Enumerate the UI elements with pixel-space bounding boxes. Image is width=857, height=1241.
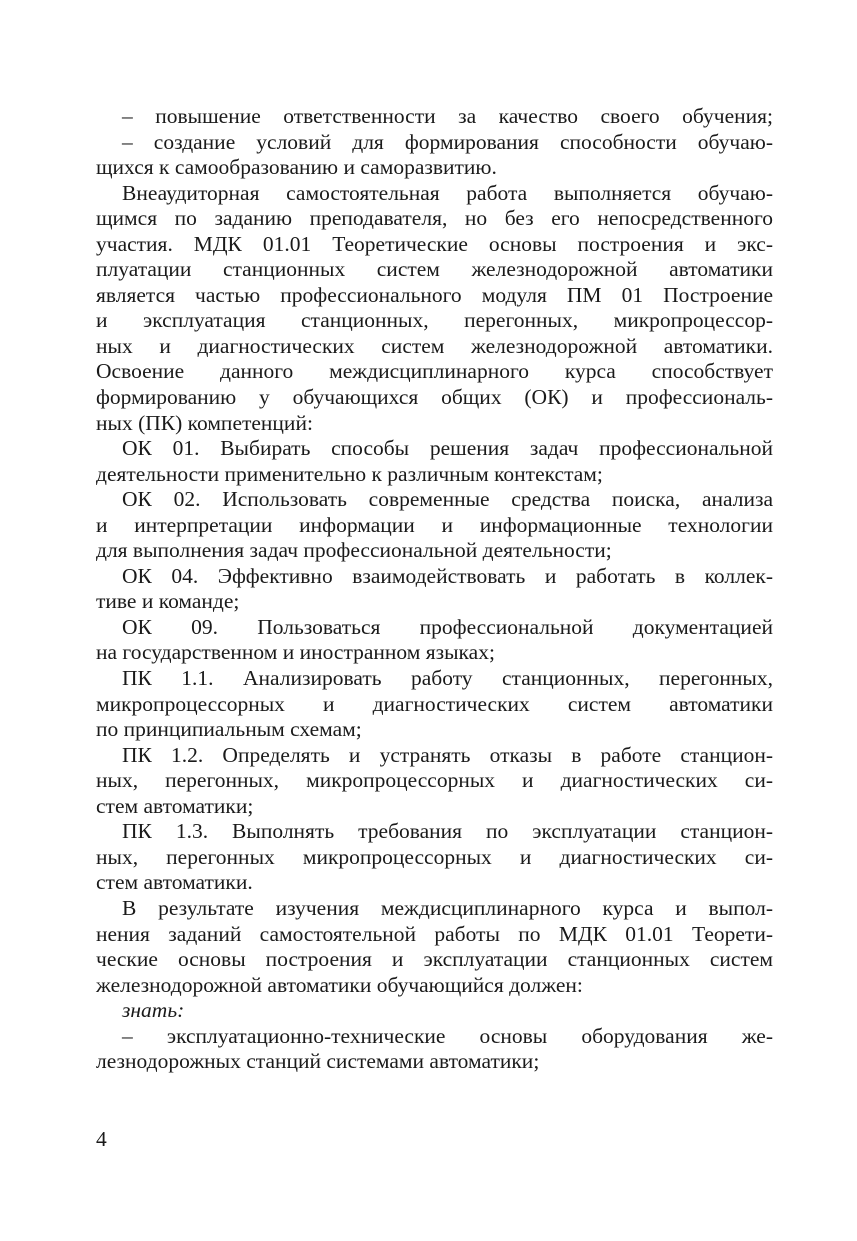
text-line: Освоение данного междисциплинарного курса способствует (96, 359, 773, 384)
text-line: В результате изучения междисциплинарного курса и выпол- (122, 895, 773, 920)
text-line: ПК 1.3. Выполнять требования по эксплуатации станцион- (122, 819, 773, 844)
text-line: лезнодорожных станций системами автоматики; (96, 1049, 540, 1074)
text-line: стем автоматики; (96, 793, 254, 818)
text-line: является частью профессионального модуля ПМ 01 Построение (96, 282, 773, 307)
text-line: – создание условий для формирования способности обучаю- (122, 129, 773, 154)
text-line: ПК 1.1. Анализировать работу станционных, перегонных, (122, 666, 773, 691)
text-line: ОК 01. Выбирать способы решения задач профессиональной (122, 436, 773, 461)
text-line: ческие основы построения и эксплуатации станционных систем (96, 947, 773, 972)
text-line: ПК 1.2. Определять и устранять отказы в работе станцион- (122, 742, 773, 767)
text-line: и интерпретации информации и информационные технологии (96, 512, 773, 537)
text-line: щихся к самообразованию и саморазвитию. (96, 155, 497, 180)
text-line: плуатации станционных систем железнодорожной автоматики (96, 257, 773, 282)
text-line: – эксплуатационно-технические основы оборудования же- (122, 1023, 773, 1048)
text-line: на государственном и иностранном языках; (96, 640, 495, 665)
page-body-text (96, 104, 773, 1075)
text-line: и эксплуатация станционных, перегонных, микропроцессор- (96, 308, 773, 333)
text-line: ОК 02. Использовать современные средства поиска, анализа (122, 487, 773, 512)
text-line: по принципиальным схемам; (96, 717, 362, 742)
text-line: для выполнения задач профессиональной деятельности; (96, 538, 612, 563)
text-line: нения заданий самостоятельной работы по МДК 01.01 Теорети- (96, 921, 773, 946)
text-line: ных (ПК) компетенций: (96, 410, 313, 435)
text-line: ных, перегонных, микропроцессорных и диагностических си- (96, 768, 773, 793)
text-line: железнодорожной автоматики обучающийся должен: (96, 972, 583, 997)
text-line: щимся по заданию преподавателя, но без его непосредственного (96, 206, 773, 231)
section-label: знать: (122, 998, 185, 1023)
text-line: Внеаудиторная самостоятельная работа выполняется обучаю- (122, 180, 773, 205)
text-line: формированию у обучающихся общих (ОК) и профессиональ- (96, 385, 773, 410)
page-number: 4 (96, 1127, 107, 1151)
text-line: ных и диагностических систем железнодорожной автоматики. (96, 333, 773, 358)
text-line: деятельности применительно к различным контекстам; (96, 461, 603, 486)
text-line: ОК 04. Эффективно взаимодействовать и работать в коллек- (122, 563, 773, 588)
text-line: – повышение ответственности за качество своего обучения; (122, 104, 773, 128)
text-line: ных, перегонных микропроцессорных и диагностических си- (96, 844, 773, 869)
text-line: стем автоматики. (96, 870, 253, 895)
text-line: участия. МДК 01.01 Теоретические основы построения и экс- (96, 231, 773, 256)
text-line: микропроцессорных и диагностических систем автоматики (96, 691, 773, 716)
text-line: ОК 09. Пользоваться профессиональной документацией (122, 614, 773, 639)
text-line: тиве и команде; (96, 589, 240, 614)
